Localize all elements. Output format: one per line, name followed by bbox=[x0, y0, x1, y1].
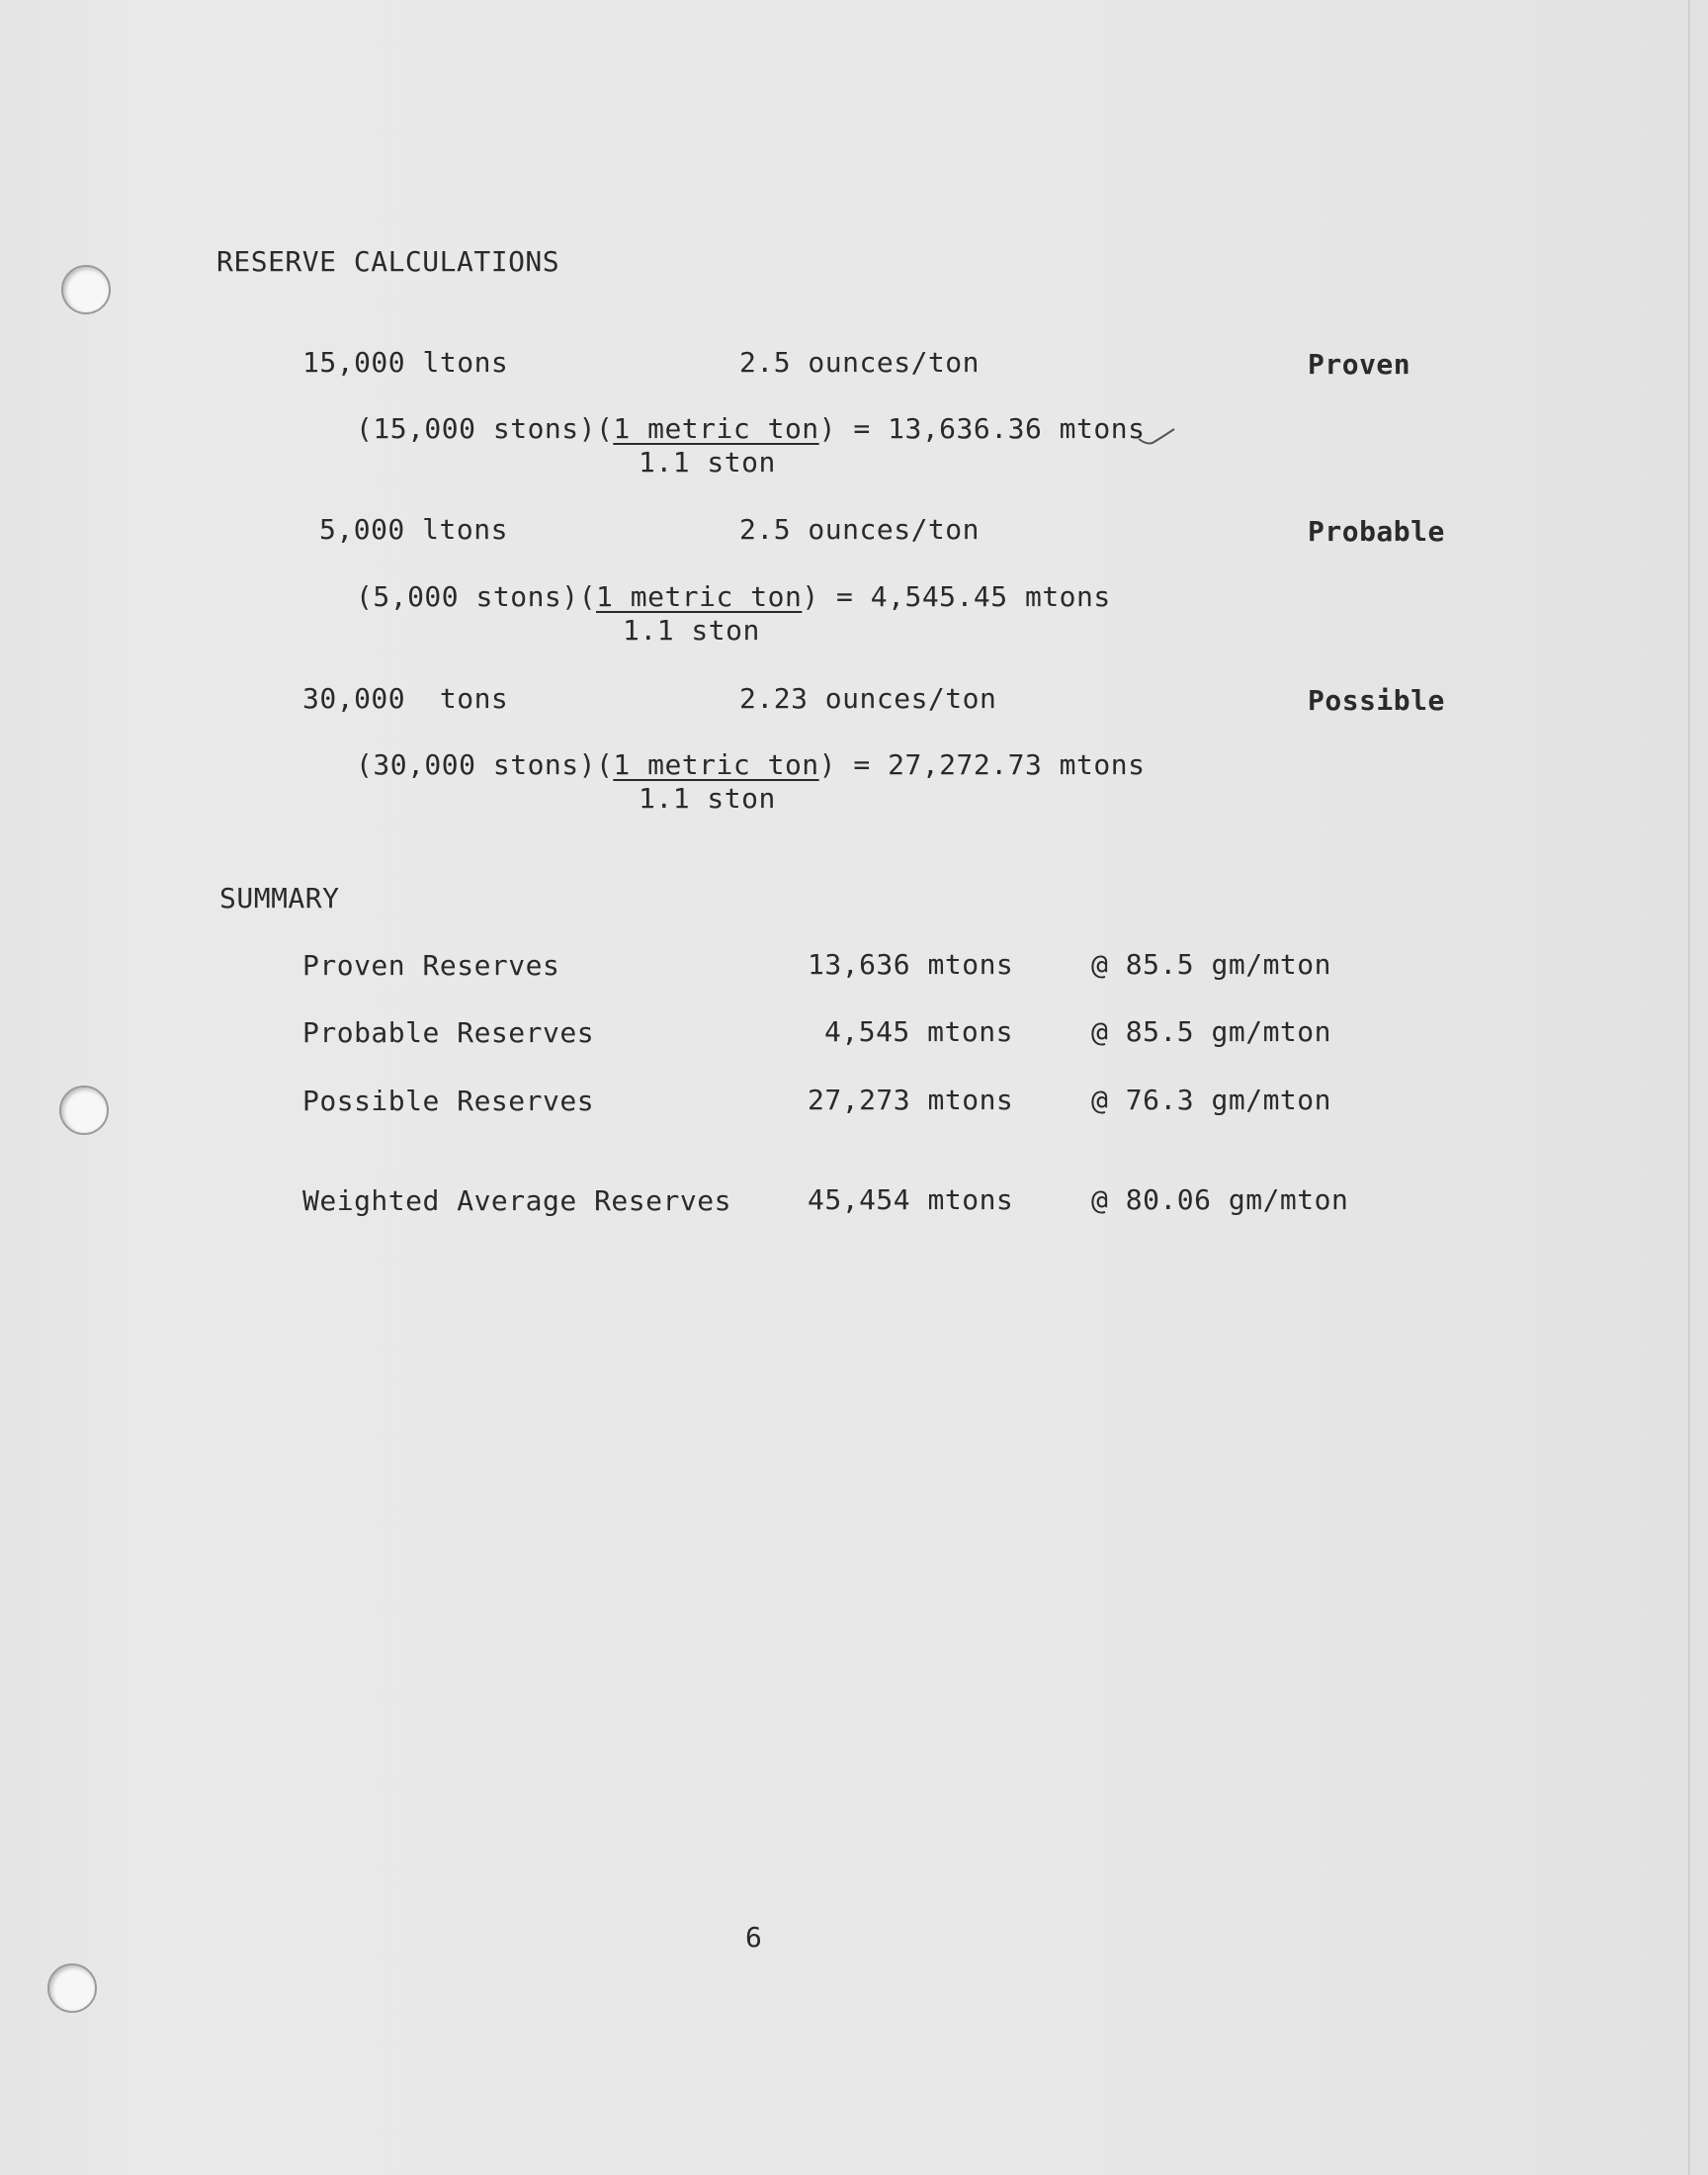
conversion-suffix: ) = 4,545.45 mtons bbox=[802, 580, 1111, 613]
conversion-prefix: (30,000 stons)( bbox=[356, 748, 614, 781]
section-heading: RESERVE CALCULATIONS bbox=[216, 245, 560, 278]
summary-heading: SUMMARY bbox=[219, 882, 340, 914]
summary-label-possible: Possible Reserves bbox=[302, 1085, 595, 1117]
conversion-denominator-probable: 1.1 ston bbox=[623, 614, 760, 647]
summary-amount-proven: 13,636 mtons bbox=[808, 948, 1014, 981]
page-edge bbox=[1688, 0, 1690, 2175]
summary-grade-possible: @ 76.3 gm/mton bbox=[1091, 1084, 1332, 1116]
binder-hole-bottom bbox=[47, 1963, 97, 2013]
conversion-denominator-proven: 1.1 ston bbox=[639, 446, 776, 478]
grade-possible: 2.23 ounces/ton bbox=[739, 682, 997, 715]
conversion-suffix: ) = 27,272.73 mtons bbox=[818, 748, 1146, 781]
conversion-prefix: (5,000 stons)( bbox=[356, 580, 597, 613]
conversion-probable bbox=[356, 580, 1111, 614]
summary-grade-probable: @ 85.5 gm/mton bbox=[1091, 1015, 1332, 1048]
binder-hole-middle bbox=[59, 1086, 109, 1135]
category-possible: Possible bbox=[1308, 684, 1445, 717]
grade-probable: 2.5 ounces/ton bbox=[739, 513, 981, 546]
summary-amount-probable: 4,545 mtons bbox=[824, 1015, 1013, 1048]
summary-label-proven: Proven Reserves bbox=[302, 949, 560, 982]
summary-amount-weighted: 45,454 mtons bbox=[808, 1183, 1014, 1216]
tonnage-possible: 30,000 tons bbox=[302, 682, 509, 715]
tonnage-probable: 5,000 ltons bbox=[319, 513, 508, 546]
conversion-possible bbox=[356, 748, 1145, 782]
check-mark-icon bbox=[1137, 423, 1176, 447]
binder-hole-top bbox=[61, 265, 111, 314]
category-proven: Proven bbox=[1308, 348, 1411, 381]
summary-label-weighted: Weighted Average Reserves bbox=[302, 1184, 731, 1217]
summary-amount-possible: 27,273 mtons bbox=[808, 1084, 1014, 1116]
tonnage-proven: 15,000 ltons bbox=[302, 346, 509, 379]
grade-proven: 2.5 ounces/ton bbox=[739, 346, 981, 379]
conversion-numerator: 1 metric ton bbox=[596, 580, 803, 613]
conversion-prefix: (15,000 stons)( bbox=[356, 412, 614, 445]
category-probable: Probable bbox=[1308, 515, 1445, 548]
conversion-numerator: 1 metric ton bbox=[613, 412, 819, 445]
summary-label-probable: Probable Reserves bbox=[302, 1016, 595, 1049]
page-number: 6 bbox=[745, 1921, 763, 1954]
conversion-denominator-possible: 1.1 ston bbox=[639, 782, 776, 815]
conversion-numerator: 1 metric ton bbox=[613, 748, 819, 781]
summary-grade-proven: @ 85.5 gm/mton bbox=[1091, 948, 1332, 981]
conversion-proven bbox=[356, 412, 1145, 446]
conversion-suffix: ) = 13,636.36 mtons bbox=[818, 412, 1146, 445]
summary-grade-weighted: @ 80.06 gm/mton bbox=[1091, 1183, 1349, 1216]
